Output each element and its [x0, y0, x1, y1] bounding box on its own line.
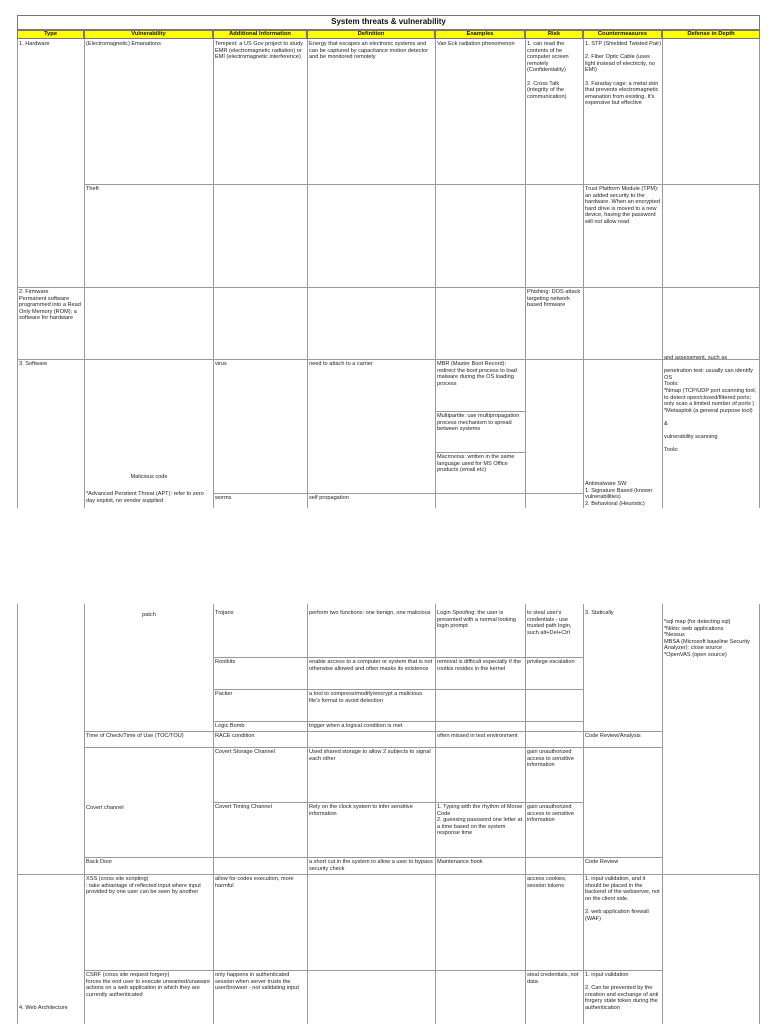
cell-apt-continued: patch	[142, 612, 156, 618]
cell-race-condition: RACE condition	[215, 733, 255, 739]
header-risk: Risk	[525, 30, 583, 39]
sheet-page-1	[17, 15, 760, 508]
cell-covert-storage-definition: Used shared storage to allow 2 subjects to signal each other	[309, 749, 431, 762]
cell-back-door-countermeasure: Code Review	[585, 859, 619, 865]
cell-back-door: Back Door	[86, 859, 113, 865]
cell-packer: Packer	[215, 691, 233, 697]
cell-toctou: Time of Check/Time of Use (TOC/TOU)	[86, 733, 184, 739]
cell-back-door-example: Maintenance hook	[437, 859, 483, 865]
cell-csrf-countermeasures: 1. input validation 2. Can be prevented by the creation and exchange of anti forgery state token during the authentication	[585, 972, 659, 1011]
cell-csrf-risk: steal credentials, not data	[527, 972, 579, 985]
cell-software-type: 3. Software	[19, 361, 48, 367]
header-additional-information: Additional Information	[213, 30, 307, 39]
cell-defense-assessment: and assessment, such as penetration test: usually can identify OS Tools: *Nmap (TCP/UDP port scanning tool, to detect open/closed/filtered ports; only scan a limited number of ports ) *Metasploit (a general purpose tool) & vulnerability scanning Tools:	[664, 355, 757, 454]
cell-csrf: CSRF (cross site request forgery) forces the end user to execute unwanted/unaware actions on a web application in which they are currently authenticated	[86, 972, 211, 998]
cell-emanations-risk: 1. can read the contents of he computer screen remotely (Confidentiality) 2. Cross Talk (integrity of the communication)	[527, 41, 569, 100]
cell-malicious-code: Malicious code	[130, 474, 168, 480]
cell-worms: worms	[215, 495, 232, 501]
header-vulnerability: Vulnerability	[84, 30, 213, 39]
cell-macrovirus-example: Macrovirus: written in the same language used for MS Office products (email etc)	[437, 454, 515, 474]
cell-statically: 3. Statically	[585, 610, 614, 616]
cell-emanations-definition: Energy that escapes an electronic systems and can be captured by capacitance motion detector and be monitored remotely	[309, 41, 429, 61]
cell-covert-storage: Covert Storage Channel	[215, 749, 276, 755]
cell-multipartite-example: Multipartite: use multipropagation process mechanism to spread between systems	[437, 413, 520, 433]
cell-rootkits-definition: enable access to a computer or system that is not otherwise allowed and often masks its existence	[309, 659, 433, 672]
cell-covert-timing-risk: gain unauthorized access to sensitive information	[527, 804, 574, 824]
cell-covert-timing-example: 1. Typing with the rhythm of Morse Code 2. guessing password one letter at a time based on the system response time	[437, 804, 523, 837]
cell-virus: virus	[215, 361, 227, 367]
cell-mbr-example: MBR (Master Boot Record): redirect the boot process to load malware during the OS loading process	[437, 361, 517, 387]
cell-firmware-risk: Phishing: DOS attack targeting network based firmware	[527, 289, 581, 309]
cell-firmware-type: 2. Firmware Permanent software programmed into a Read Only Memory (ROM); a software for hardware	[19, 289, 81, 322]
header-examples: Examples	[435, 30, 525, 39]
cell-covert-timing: Covert Timing Channel	[215, 804, 272, 810]
header-countermeasures: Countermeasures	[583, 30, 662, 39]
cell-theft: Theft	[86, 186, 99, 192]
cell-worms-definition: self propagation	[309, 495, 349, 501]
cell-emanations-example: Van Eck radiation phenomenon	[437, 41, 515, 47]
cell-toctou-example: often missed in test environment	[437, 733, 518, 739]
cell-xss-countermeasures: 1. input validation, and it should be placed in the backend of the webserver, not on the client side. 2. web application firewall (WAF)	[585, 876, 660, 922]
cell-trojans-definition: perform two functions: one benign, one malicious	[309, 610, 431, 616]
cell-web-architecture-type: 4. Web Architecture	[19, 1005, 68, 1011]
cell-theft-countermeasures: Trust Platform Module (TPM): an added security to the hardware. When an encrypted hard drive is moved to a new device, having the password will not allow read	[585, 186, 660, 225]
cell-toctou-countermeasure: Code Review/Analysis	[585, 733, 641, 739]
cell-xss: XSS (cross site scripting) : take advantage of reflected input where input provided by one user can be seen by another	[86, 876, 201, 896]
cell-xss-info: allow for codes execution, more harmful	[215, 876, 294, 889]
cell-hardware-type: 1. Hardware	[19, 41, 50, 47]
cell-covert-storage-risk: gain unauthorized access to sensitive information	[527, 749, 574, 769]
cell-covert-channel: Covert channel	[86, 805, 124, 811]
cell-trojans: Trojans	[215, 610, 234, 616]
sheet-page-2	[17, 604, 760, 1024]
cell-virus-definition: need to attach to a carrier	[309, 361, 373, 367]
cell-packer-definition: a tool to compress/modify/encrypt a malicious file's format to avoid detection	[309, 691, 423, 704]
cell-back-door-definition: a short cut in the system to allow a user to bypass security check	[309, 859, 433, 872]
header-defense-in-depth: Defense in Depth	[662, 30, 760, 39]
cell-trojans-example: Login Spoofing: the user is presented with a normal looking login prompt	[437, 610, 516, 630]
sheet-title: System threats & vulnerability	[17, 15, 760, 30]
cell-antimalware: Antimalware SW: 1. Signature Based (known vulnerabilities) 2. Behavioral (Heuristic)	[585, 481, 653, 507]
cell-covert-timing-definition: Rely on the clock system to infer sensitive information	[309, 804, 413, 817]
cell-defense-tools: *sql map (for detecting sql) *Nikto: web applications *Nessus MBSA (Microsoft baseline Security Analyzer): close source *OpenVAS (open source)	[664, 619, 750, 658]
cell-xss-risk: access cookies, session tokens	[527, 876, 567, 889]
cell-csrf-info: only happens in authenticated session when server trusts the user/browser - not validating input	[215, 972, 299, 992]
header-type: Type	[17, 30, 84, 39]
cell-trojans-risk: to steal user's credentials - use trusted path login, such alt+Del+Ctrl	[527, 610, 572, 636]
cell-emanations: (Electromagnetic) Emanations	[86, 41, 161, 47]
cell-tempest-info: Tempest: a US Gov project to study EMR (electromagnetic radiation) or EMI (electromagnetic interference)	[215, 41, 303, 61]
cell-emanations-countermeasures: 1. STP (Shielded Twisted Pair) 2. Fiber Optic Cable (uses light instead of electricity, no EMI) 3. Faraday cage: a metal skin that prevents electromagnetic emanation from existing. It's expensive but effective	[585, 41, 661, 107]
cell-logic-bomb: Logic Bomb	[215, 723, 245, 729]
header-definition: Definition	[307, 30, 435, 39]
cell-rootkits-risk: privilege escalation	[527, 659, 575, 665]
cell-apt: *Advanced Persitent Threat (APT): refer to zero day exploit, no vendor supplied	[86, 491, 204, 504]
cell-rootkits-example: removal is difficult especially if the rootkis resides in the kernel	[437, 659, 522, 672]
cell-rootkits: Rootkits	[215, 659, 236, 665]
cell-logic-bomb-definition: trigger when a logical condition is met	[309, 723, 403, 729]
